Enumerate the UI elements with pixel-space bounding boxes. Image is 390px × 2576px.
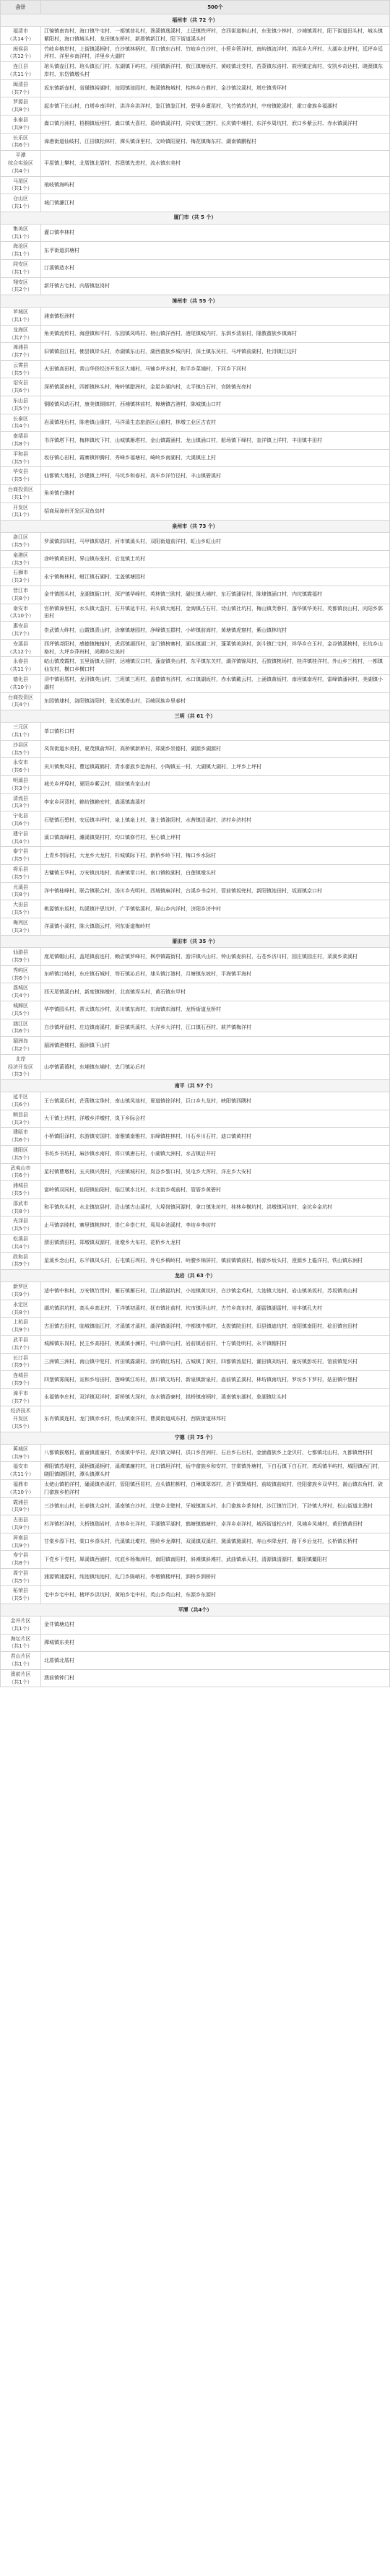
table-row — [1, 1371, 390, 1389]
village-list: 浔中镇祖厝村，龙浔镇英山村，三班镇三班村，盖德镇有济村，水口镇湖坂村，赤水镇戴云村，上涌镇黄坂村，南埕镇南埕村，雷峰镇潘祠村，美湖镇小湖村 — [41, 674, 390, 692]
table-row — [1, 550, 390, 568]
table-row — [1, 176, 390, 194]
county-name: 集美区 （共1个） — [1, 224, 41, 242]
table-row — [1, 1217, 390, 1235]
city-section-title: 漳州市（共 55 个） — [1, 295, 390, 308]
table-row — [1, 1128, 390, 1146]
table-row — [1, 224, 390, 242]
county-name: 松溪县 （共4个） — [1, 1235, 41, 1253]
table-row — [1, 723, 390, 741]
table-row — [1, 1198, 390, 1217]
table-row — [1, 432, 390, 450]
village-list: 深桥镇溪南村，四都镇林头村，梅岭镇腊洲村，金星乡湖内村，太平镇白石村，官陂镇光亮村 — [41, 378, 390, 396]
county-name: 台商投资区 （共4个） — [1, 692, 41, 710]
county-name: 漳浦县 （共7个） — [1, 343, 41, 361]
county-name: 霞浦县 （共9个） — [1, 1497, 41, 1515]
village-list: 西天尾镇溪白村，新度镇锦墩村，北高镇埕头村，黄石镇东甲村 — [41, 983, 390, 1001]
village-list: 铜陵镇风动石村，康美镇铜钵村，西埔镇林前村，樟塘镇古港村，陈城镇山口村 — [41, 396, 390, 414]
village-list: 崇武镇大岞村，山霞镇青山村，涂寨镇塘园村，净峰镇五群村，小岞镇前海村，黄塘镇虎窟村，紫山镇林坑村 — [41, 622, 390, 640]
village-list: 书坊乡书坊村，麻沙镇水南村，将口镇唐石村，小湖镇大洲村，水吉镇后井村 — [41, 1146, 390, 1164]
county-name: 晋江市 （共8个） — [1, 586, 41, 604]
village-list: 富岭镇双同村，仙阳镇仙阳村，临江镇水北村，水北街乡观前村，管厝乡黄碧村 — [41, 1181, 390, 1199]
city-section-header — [1, 1270, 390, 1282]
county-name: 澳前片区 （共1个） — [1, 1669, 41, 1687]
village-list: 金井镇围头村，龙湖镇衙口村，深沪镇华峰村，英林镇三欧村，磁灶镇大埔村，东石镇潘径村，陈埭镇涵口村，内坑镇霞福村 — [41, 586, 390, 604]
village-list: 浦南镇松洲村 — [41, 308, 390, 326]
village-list: 浦源镇浦源村，纯池镇纯池村，礼门乡陈峭村，李墩镇楼坪村，泗桥乡泗桥村 — [41, 1568, 390, 1586]
city-section-header — [1, 1080, 390, 1092]
table-row — [1, 882, 390, 900]
county-name: 蕉城区 （共9个） — [1, 1444, 41, 1462]
table-row — [1, 1181, 390, 1199]
table-row — [1, 1406, 390, 1432]
county-name: 新罗区 （共9个） — [1, 1282, 41, 1300]
table-row — [1, 115, 390, 133]
table-row — [1, 1110, 390, 1128]
county-name: 平和县 （共5个） — [1, 449, 41, 467]
county-name: 同安区 （共1个） — [1, 259, 41, 277]
table-row — [1, 1444, 390, 1462]
city-section-title: 福州市（共 72 个） — [1, 14, 390, 27]
county-name: 泰宁县 （共5个） — [1, 847, 41, 865]
village-list: 招商局漳州开发区双鱼岛村 — [41, 502, 390, 521]
village-list: 宅中乡宅中村，楮坪乡洪坑村，黄柏乡宅中村，英山乡英山村，东源乡东源村 — [41, 1586, 390, 1604]
table-row — [1, 414, 390, 432]
county-name: 闽侯县 （共12个） — [1, 44, 41, 62]
county-name: 南靖县 （共8个） — [1, 432, 41, 450]
county-name: 东山县 （共5个） — [1, 396, 41, 414]
header-total-label: 合计 — [1, 1, 41, 14]
city-section-title: 莆田市（共 35 个） — [1, 936, 390, 948]
village-list: 桃源镇东坂村，均溪镇许思坑村，广平镇铭溪村，屏山乡内洋村，济阳乡济中村 — [41, 900, 390, 918]
village-list: 洋中镇桂峰村，联合镇联合村，汤川乡光明村，西城镇麻洋村，台溪乡书京村，管前镇坂兜村，新阳镇池田村，坂面镇京口村 — [41, 882, 390, 900]
table-row — [1, 277, 390, 295]
county-name: 永泰县 （共9个） — [1, 115, 41, 133]
table-row — [1, 1479, 390, 1497]
table-header-row — [1, 1, 390, 14]
village-list: 四堡镇雾阁村，宣和乡培田村，莲峰镇江坊村，朋口镇文坊村，新泉镇新泉村，庙前镇芷溪村，林坊镇南坑村，罗坊乡下罗村，姑田镇中堡村 — [41, 1371, 390, 1389]
county-name: 三元区 （共1个） — [1, 723, 41, 741]
city-section-header — [1, 710, 390, 723]
city-section-header — [1, 212, 390, 224]
county-name: 海坛片区 （共1个） — [1, 1634, 41, 1652]
city-section-header — [1, 1604, 390, 1616]
village-list: 琅岐镇海屿村 — [41, 176, 390, 194]
village-list: 杉洋镇杉洋村，大桥镇瑞岩村，吉巷乡长洋村，平湖镇平湖村，鹤塘镇鹤塘村，卓洋乡卓洋村，城西街道松台村，凤埔乡凤埔村，黄田镇黄田村 — [41, 1515, 390, 1533]
county-name: 涵江区 （共6个） — [1, 1019, 41, 1037]
table-row — [1, 396, 390, 414]
table-row — [1, 1568, 390, 1586]
county-name: 诏安县 （共6个） — [1, 378, 41, 396]
table-row — [1, 1353, 390, 1371]
county-name: 光泽县 （共5个） — [1, 1217, 41, 1235]
village-list: 度尾镇帽山村，盖尾镇前连村，赖店镇罗峰村，枫亭镇霞街村，游洋镇兴山村，钟山镇麦斜村，石苍乡济川村，园庄镇园庄村，菜溪乡菜溪村 — [41, 948, 390, 966]
table-row — [1, 1300, 390, 1318]
village-list: 适中镇中和村，万安镇竹贯村，雁石镇雁石村，江山镇福坑村，小池镇黄坑村，白沙镇金鸡村，大池镇大池村，岩山镇美坂村，苏坂镇美山村 — [41, 1282, 390, 1300]
table-row — [1, 604, 390, 622]
village-list: 嵩口镇月洲村，梧桐镇坂埕村、嵩口镇大喜村，葛岭镇溪洋村，同安镇三捷村，长庆镇中埔村，东洋乡周坑村，洑口乡紫云村、赤水镇溪洋村 — [41, 115, 390, 133]
village-list: 石壁镇石碧村，安远镇丰坪村，泉上镇泉上村，淮土镇淮阳村，水茜镇沿溪村，济村乡济村村 — [41, 811, 390, 830]
village-list: 莘口镇杉口村 — [41, 723, 390, 741]
table-row — [1, 639, 390, 657]
table-row — [1, 259, 390, 277]
village-list: 凤岗街道水美村，夏茂镇俞邦村，高桥镇新桥村，郑湖乡崇德村，湖源乡湖源村 — [41, 740, 390, 758]
village-list: 东峤镇汀岐村，东庄镇石城村，笏石镇沁后村，埭头镇汀港村，月塘镇东坡村，平海镇平海村 — [41, 965, 390, 983]
village-list: 白沙镇坪盘村，庄边镇南溪村，新县镇巩溪村，大洋乡大洋村，江口镇石西村，萩芦镇梅洋村 — [41, 1019, 390, 1037]
table-row — [1, 1652, 390, 1670]
village-list: 华亭镇园头村，常太镇东沙村，灵川镇东海村，东海镇东海村，龙桥街道龙桥村 — [41, 1001, 390, 1019]
village-list: 火田镇高田村，常山华侨经济开发区大埔村，马铺乡坪水村，和平乡菜埔村，下河乡下河村 — [41, 360, 390, 378]
village-list: 溪口镇高峰村，濉溪镇渠村村，均口镇修竹村，里心镇上坪村 — [41, 829, 390, 847]
county-name: 将乐县 （共5个） — [1, 864, 41, 882]
county-name: 惠安县 （共7个） — [1, 622, 41, 640]
table-row — [1, 502, 390, 521]
county-name: 武夷山市 （共6个） — [1, 1163, 41, 1181]
county-name: 永安市 （共6个） — [1, 758, 41, 776]
table-row — [1, 1037, 390, 1055]
table-row — [1, 1318, 390, 1336]
county-name: 长泰区 （共4个） — [1, 414, 41, 432]
village-list: 漳港街道仙岐村，江田镇松林村，潭头镇泽里村，文岭镇阳夏村、梅花镇梅东村、湖南镇鹏程村 — [41, 133, 390, 151]
table-row — [1, 674, 390, 692]
village-list: 李家乡河背村，赖坊镇赖安村，嵩溪镇嵩溪村 — [41, 793, 390, 811]
table-row — [1, 1515, 390, 1533]
county-name: 明溪县 （共3个） — [1, 775, 41, 793]
village-list: 和平镇坎头村，水北镇故县村，沿山镇古山溪村，大埠岗镇河源村，拿口镇朱坊村，桂林乡横坑村，洪墩镇河坊村，金坑乡金坑村 — [41, 1198, 390, 1217]
city-section-title: 厦门市（共 5 个） — [1, 212, 390, 224]
table-row — [1, 918, 390, 936]
table-row — [1, 378, 390, 396]
table-row — [1, 242, 390, 260]
village-list: 竹岐乡榕岸村，上街镇溪柄村，白沙镇林柄村，青口镇东台村、竹岐乡白沙村，小箬乡箬洋村，南屿镇流洋村、鸿尾乡大坪村、大湖乡北坪村，廷坪乡廷坪村、洋里乡南洋村，洋里乡大湖村 — [41, 44, 390, 62]
table-row — [1, 657, 390, 675]
village-list: 江镜镇南宵村，海口镇牛宅村、一都镇普礼村，渔溪镇逸溪村，上迳镇铁坪村，音西街道棋山村，东张镇少林村，沙埔镇周村，阳下街道田头村，城头镇紫阳村，海口镇城头村、龙田镇东桥村，新厝镇新江村，阳下街道溪头村 — [41, 27, 390, 45]
table-row — [1, 27, 390, 45]
city-section-header — [1, 14, 390, 27]
village-list: 书洋镇塔下村，梅林镇坎下村，山城镇雁塔村，金山镇霞涌村，龙山镇涌口村，船场镇下峰村，奎洋镇上洋村，丰田镇丰田村 — [41, 432, 390, 450]
county-name: 荔城区 （共4个） — [1, 983, 41, 1001]
village-list: 北厝镇北厝村 — [41, 1652, 390, 1670]
city-section-title: 龙岩（共 63 个） — [1, 1270, 390, 1282]
village-list: 起步镇下长山村，白塔乡南洋村，洪洋乡洪洋村，鉴江镇鉴江村，碧里乡廪尾村，飞竹镇苏坑村，中房镇乾溪村，霍口畲族乡福湖村 — [41, 97, 390, 116]
table-row — [1, 965, 390, 983]
county-name: 建阳区 （共5个） — [1, 1146, 41, 1164]
county-name: 建宁县 （共4个） — [1, 829, 41, 847]
county-name: 长乐区 （共6个） — [1, 133, 41, 151]
county-name: 清流县 （共3个） — [1, 793, 41, 811]
table-row — [1, 758, 390, 776]
table-row — [1, 829, 390, 847]
county-name: 南安市 （共10个） — [1, 604, 41, 622]
county-name: 经济技术 开发区 （共5个） — [1, 1406, 41, 1432]
county-name: 仓山区 （共1个） — [1, 194, 41, 212]
county-name: 延平区 （共6个） — [1, 1092, 41, 1110]
table-row — [1, 1497, 390, 1515]
county-name: 古田县 （共9个） — [1, 1515, 41, 1533]
county-name: 芗城区 （共1个） — [1, 308, 41, 326]
county-name: 屏南县 （共9个） — [1, 1533, 41, 1551]
village-list: 潭城镇东美村 — [41, 1634, 390, 1652]
county-name: 君山片区 （共1个） — [1, 1652, 41, 1670]
county-name: 秀屿区 （共6个） — [1, 965, 41, 983]
table-row — [1, 449, 390, 467]
table-row — [1, 1388, 390, 1406]
table-row — [1, 1533, 390, 1551]
village-list: 贡川镇集凤村，曹远镇霞鹤村，青水畲族乡沧海村，小陶镇五一村，大湖镇大湖村，上坪乡上坪村 — [41, 758, 390, 776]
city-section-title: 三明（共 61 个） — [1, 710, 390, 723]
village-list: 星溪乡念山村，东平镇凤头村，石屯镇石圳村，外屯乡稠岭村，岭腰乡锦屏村，镇前镇镇前村，杨源乡坂头村，澄源乡上榅洋村，铁山镇东涧村 — [41, 1252, 390, 1270]
village-list: 王台镇溪后村，茫荡镇宝珠村，南山镇凤池村，夏道镇徐洋村，巨口乡九龙村，峡阳镇西隅村 — [41, 1092, 390, 1110]
county-name: 龙海区 （共7个） — [1, 325, 41, 343]
table-row — [1, 1019, 390, 1037]
table-row — [1, 1054, 390, 1079]
table-row — [1, 1146, 390, 1164]
county-name: 宁化县 （共6个） — [1, 811, 41, 830]
table-row — [1, 586, 390, 604]
village-list: 穆阳镇苏堤村，溪柄镇溪柄村，溪潭镇廉村村，社口镇坦洋村，坂中畲族乡和安村，甘棠镇外塘村，下白石镇下白石村，湾坞镇半屿村，城阳镇西门村，晓阳镇晓阳村，潭头镇潭头村 — [41, 1462, 390, 1480]
village-list: 西坪镇尧阳村，感德镇槐植村，虎邱镇湖西村，龙门镇榜寨村，湖头镇湖二村，蓬莱镇美滨村，剑斗镇仁宅村，祥华乡白玉村，金谷镇溪榜村，长坑乡山格村，大坪乡萍州村，尚卿乡灶美村 — [41, 639, 390, 657]
village-list: 渭田镇渭田村，郑墩镇双源村，祖墩乡大布村，花桥乡九龙村 — [41, 1235, 390, 1253]
county-name: 德化县 （共10个） — [1, 674, 41, 692]
table-row — [1, 900, 390, 918]
village-list: 平原镇上攀村，北厝镇北厝村，苏澳镇先进村，流水镇东美村 — [41, 151, 390, 176]
county-name: 连江县 （共11个） — [1, 62, 41, 80]
village-list: 仙都镇大地村，沙建镇上坪村，马坑乡和春村，高车乡洋竹径村，丰山镇碧溪村 — [41, 467, 390, 485]
table-row — [1, 1335, 390, 1353]
village-list: 上青乡崇际村，大龙乡大龙村，杉城镇际下村，新桥乡岭下村，梅口乡水际村 — [41, 847, 390, 865]
village-list: 澳前镇钟门村 — [41, 1669, 390, 1687]
village-list: 东肖镇溪连村，龙门镇赤水村，铁山镇南洋村，曹溪街道咸东村，西陂街道林邦村 — [41, 1406, 390, 1432]
village-list: 城厢镇东岗村，民主乡高梧村，桃溪镇小澜村，中山镇中山村，岩前镇岩前村，十方镇处明村，永平镇帽村村 — [41, 1335, 390, 1353]
village-list: 古镛镇玉华村，万安镇良地村，高唐镇常口村，南口镇蛟湖村，白莲镇墩头村 — [41, 864, 390, 882]
county-name: 泉港区 （共3个） — [1, 550, 41, 568]
county-name: 沙县区 （共5个） — [1, 740, 41, 758]
table-row — [1, 1092, 390, 1110]
county-name: 上杭县 （共9个） — [1, 1318, 41, 1336]
county-name: 福清市 （共14个） — [1, 27, 41, 45]
village-list: 旧镇镇浯江村，佛昙镇岸头村，赤湖镇东山村，湖西畲族乡城内村，深土镇东吴村，马坪镇前湖村，杜浔镇江边村 — [41, 343, 390, 361]
table-row — [1, 325, 390, 343]
village-list: 三沙镇东山村，长春镇大京村，溪南镇白沙村，北壁乡北壁村，牙城镇渡头村，水门畲族乡茶岗村，沙江镇竹江村，下浒镇大坪村，松山街道北澳村 — [41, 1497, 390, 1515]
table-row — [1, 1669, 390, 1687]
village-list: 甘棠乡漈下村，棠口乡漈头村，代溪镇北墘村，熙岭乡龙潭村，双溪镇双溪村，黛溪镇黛溪村，寿山乡降龙村，路下乡后龙村，长桥镇长桥村 — [41, 1533, 390, 1551]
county-name: 尤溪县 （共8个） — [1, 882, 41, 900]
county-name: 福安市 （共11个） — [1, 1462, 41, 1480]
table-row — [1, 194, 390, 212]
table-row — [1, 1163, 390, 1181]
county-name: 漳平市 （共7个） — [1, 1388, 41, 1406]
county-name: 开发区 （共1个） — [1, 502, 41, 521]
county-name: 永春县 （共11个） — [1, 657, 41, 675]
county-name: 湄洲岛 （共2个） — [1, 1037, 41, 1055]
village-list: 新圩镇古宅村、内厝镇赵岗村 — [41, 277, 390, 295]
county-name: 石狮市 （共3个） — [1, 568, 41, 586]
table-row — [1, 775, 390, 793]
county-name: 邵武市 （共8个） — [1, 1198, 41, 1217]
village-list: 岩溪镇珪后村，陈巷镇山重村，马洋溪生态旅游区山重村，林墩工业区古农村 — [41, 414, 390, 432]
table-row — [1, 343, 390, 361]
village-list: 城关乡坪埠村，夏阳乡紫云村，胡坊镇肖家山村 — [41, 775, 390, 793]
village-list: 角美镇白礁村 — [41, 485, 390, 503]
table-row — [1, 1551, 390, 1569]
city-section-header — [1, 295, 390, 308]
county-name: 安溪县 （共12个） — [1, 639, 41, 657]
village-list: 洋溪镇小溪村，陈大镇瑞云村，列东街道梅岭村 — [41, 918, 390, 936]
table-row — [1, 948, 390, 966]
city-section-title: 南平（共 57 个） — [1, 1080, 390, 1092]
village-list: 山亭镇莆禧村，东埔镇东埔村，忠门镇沁后村 — [41, 1054, 390, 1079]
county-name: 仙游县 （共9个） — [1, 948, 41, 966]
village-list: 大干镇土垱村，洋墩乡洋墩村，岚下乡际会村 — [41, 1110, 390, 1128]
county-name: 马尾区 （共1个） — [1, 176, 41, 194]
county-name: 台商投资区 （共1个） — [1, 485, 41, 503]
table-row — [1, 1235, 390, 1253]
county-name: 云霄县 （共5个） — [1, 360, 41, 378]
county-name: 长汀县 （共9个） — [1, 1353, 41, 1371]
table-row — [1, 793, 390, 811]
county-name: 大田县 （共5个） — [1, 900, 41, 918]
village-list: 止马镇亲睦村，寨里镇桃林村，崇仁乡崇仁村，鸾凤乡油溪村，李坊乡李坊村 — [41, 1217, 390, 1235]
county-name: 连城县 （共9个） — [1, 1371, 41, 1389]
table-row — [1, 1616, 390, 1635]
county-name: 闽清县 （共7个） — [1, 79, 41, 97]
table-row — [1, 740, 390, 758]
table-row — [1, 151, 390, 176]
village-list: 湖坑镇洪坑村，高头乡高北村，下洋镇初溪村，抚市镇社前村，坎市镇浮山村，古竹乡高东村，湖雷镇湖雷村，培丰镇孔夫村 — [41, 1300, 390, 1318]
table-row — [1, 44, 390, 62]
village-list: 角美镇流传村，海澄镇和平村，东园镇凤鸣村、榜山镇洋西村，港尾镇城内村，东泗乡清泉村，隆教畲族乡镇海村 — [41, 325, 390, 343]
city-section-header — [1, 936, 390, 948]
village-list: 岵山镇茂霞村，五里街镇大羽村，达埔镇汉口村，蓬壶镇美山村，东平镇东关村，湖洋镇锦凤村，石鼓镇桃场村，桂洋镇桂洋村，外山乡三枝村，一都镇仙友村，横口乡横口村 — [41, 657, 390, 675]
village-list: 湄洲镇港楼村，湄洲镇下山村 — [41, 1037, 390, 1055]
county-name: 华安县 （共5个） — [1, 467, 41, 485]
village-list: 金井镇塘边村 — [41, 1616, 390, 1635]
table-row — [1, 1252, 390, 1270]
county-name: 政和县 （共9个） — [1, 1252, 41, 1270]
county-name: 翔安区 （共2个） — [1, 277, 41, 295]
county-name: 洛江区 （共5个） — [1, 533, 41, 551]
table-row — [1, 485, 390, 503]
table-row — [1, 622, 390, 640]
county-name: 周宁县 （共5个） — [1, 1568, 41, 1586]
table-row — [1, 568, 390, 586]
county-name: 罗源县 （共8个） — [1, 97, 41, 116]
village-list: 太姥山镇柏洋村，磻溪镇赤溪村，管阳镇西昆村，点头镇柏柳村，白琳镇翠郊村，店下镇巽城村，前岐镇前岐村，佳阳畲族乡双华村，嵛山镇东角村，硖门畲族乡柏洋村 — [41, 1479, 390, 1497]
village-list: 小桥镇阳泽村，东游镇安国村，南雅镇南雅村，东峰镇桂林村，川石乡川石村，迪口镇黄村村 — [41, 1128, 390, 1146]
village-list: 下党乡下党村，犀溪镇西浦村，坑底乡杨梅洲村，南阳镇南阳村，斜滩镇斜滩村，武曲镇承天村，清源镇清源村，鳌阳镇鳌阳村 — [41, 1551, 390, 1569]
city-section-title: 平潭（共4个） — [1, 1604, 390, 1616]
village-list: 永福镇李庄村，双洋镇双洋村，新桥镇大深村，赤水镇香寮村，拱桥镇南柄村，溪南镇东湖村，象湖镇灶头村 — [41, 1388, 390, 1406]
table-row — [1, 1634, 390, 1652]
table-row — [1, 692, 390, 710]
table-row — [1, 62, 390, 80]
county-name: 武平县 （共7个） — [1, 1335, 41, 1353]
village-list: 东园镇埭村，洛阳镇洛阳村，张坂镇塔山村，百崎回族乡里春村 — [41, 692, 390, 710]
table-row — [1, 1001, 390, 1019]
village-list: 星村镇曹墩村，五夫镇兴贤村，兴田镇城村村，岚谷乡黎口村，吴屯乡大浑村，洋庄乡大安村 — [41, 1163, 390, 1181]
village-list: 坂仔镇心田村，霞寨镇钟腾村，秀峰乡福塘村，崎岭乡南湖村，大溪镇庄上村 — [41, 449, 390, 467]
village-list: 罗溪镇洪四村，马甲镇仰恩村，河市镇溪头村，双阳街道前洋村，虹山乡虹山村 — [41, 533, 390, 551]
county-name: 金井片区 （共1个） — [1, 1616, 41, 1635]
county-name: 平潭 综合实验区 （共4个） — [1, 151, 41, 176]
village-list: 汀溪镇造水村 — [41, 259, 390, 277]
table-row — [1, 79, 390, 97]
village-list: 八都镇猴墩村，霍童镇霍童村，赤溪镇中华村，虎贝镇文峰村，洪口乡莒洲村，石后乡石后村，金涵畲族乡上金贝村，七都镇北山村，九都镇贵村村 — [41, 1444, 390, 1462]
county-name: 城厢区 （共5个） — [1, 1001, 41, 1019]
village-list: 官桥镇漳里村，水头镇大盈村，石井镇延平村，码头镇大庭村，金淘镇占石村，诗山镇社坑村，梅山镇芙蓉村，蓬华镇华美村，英都镇良山村，向阳乡郭田村 — [41, 604, 390, 622]
table-row — [1, 1282, 390, 1300]
county-name: 浦城县 （共5个） — [1, 1181, 41, 1199]
village-list: 东孚街道洪塘村 — [41, 242, 390, 260]
table-row — [1, 847, 390, 865]
county-name: 柘荣县 （共5个） — [1, 1586, 41, 1604]
table-row — [1, 97, 390, 116]
village-list: 古田镇古田村，临城镇临江村，才溪镇才溪村，湖洋镇湖洋村，中都镇中都村，太拔镇院田村，旧县镇迪坑村，南阳镇南阳村，稔田镇官田村 — [41, 1318, 390, 1336]
village-list: 灌口镇李林村 — [41, 224, 390, 242]
village-list: 城门镇濂江村 — [41, 194, 390, 212]
table-row — [1, 308, 390, 326]
city-section-title: 泉州市（共 73 个） — [1, 521, 390, 533]
table-row — [1, 983, 390, 1001]
table-row — [1, 360, 390, 378]
village-list: 涂岭镇黄田村，界山镇东张村，后龙镇土坑村 — [41, 550, 390, 568]
table-row — [1, 864, 390, 882]
county-name: 北岸 经济开发区 （共3个） — [1, 1054, 41, 1079]
county-name: 海沧区 （共1个） — [1, 242, 41, 260]
village-list: 永宁镇梅林村，蚶江镇石湖村，宝盖镇塘园村 — [41, 568, 390, 586]
county-name: 福鼎市 （共10个） — [1, 1479, 41, 1497]
county-name: 梅列区 （共3个） — [1, 918, 41, 936]
village-list: 坂东镇新壶村，省璜镇裕湖村，池园镇池园村，梅溪镇梅城村，桔林乡台鼎村，金沙镇汶溪村，塔庄镇秀环村 — [41, 79, 390, 97]
village-list: 三洲镇三洲村，南山镇中复村，河田镇露湖村，涂坊镇红坊村，古城镇丁黄村，四都镇汤屋村，濯田镇刘坊村，童坊镇彭坊村，馆前镇复兴村 — [41, 1353, 390, 1371]
county-name: 顺昌县 （共3个） — [1, 1110, 41, 1128]
city-section-title: 宁德（共 75 个） — [1, 1432, 390, 1444]
table-row — [1, 533, 390, 551]
county-name: 建瓯市 （共6个） — [1, 1128, 41, 1146]
table-row — [1, 133, 390, 151]
header-total-count: 500个 — [41, 1, 390, 14]
table-row — [1, 811, 390, 830]
table-row — [1, 467, 390, 485]
table-row — [1, 1586, 390, 1604]
city-section-header — [1, 521, 390, 533]
county-name: 永定区 （共8个） — [1, 1300, 41, 1318]
village-list: 琯头镇壶江村、琯头镇长门村、东湖镇下屿村，丹阳镇新洋村，敖江镇塘坂村，黄岐镇北茭村，苔菉镇东洛村、筱埕镇定海村，安凯乡奇达村、晓澳镇东岸村、东岱镇墩头村 — [41, 62, 390, 80]
county-name: 寿宁县 （共8个） — [1, 1551, 41, 1569]
city-section-header — [1, 1432, 390, 1444]
table-row — [1, 1462, 390, 1480]
